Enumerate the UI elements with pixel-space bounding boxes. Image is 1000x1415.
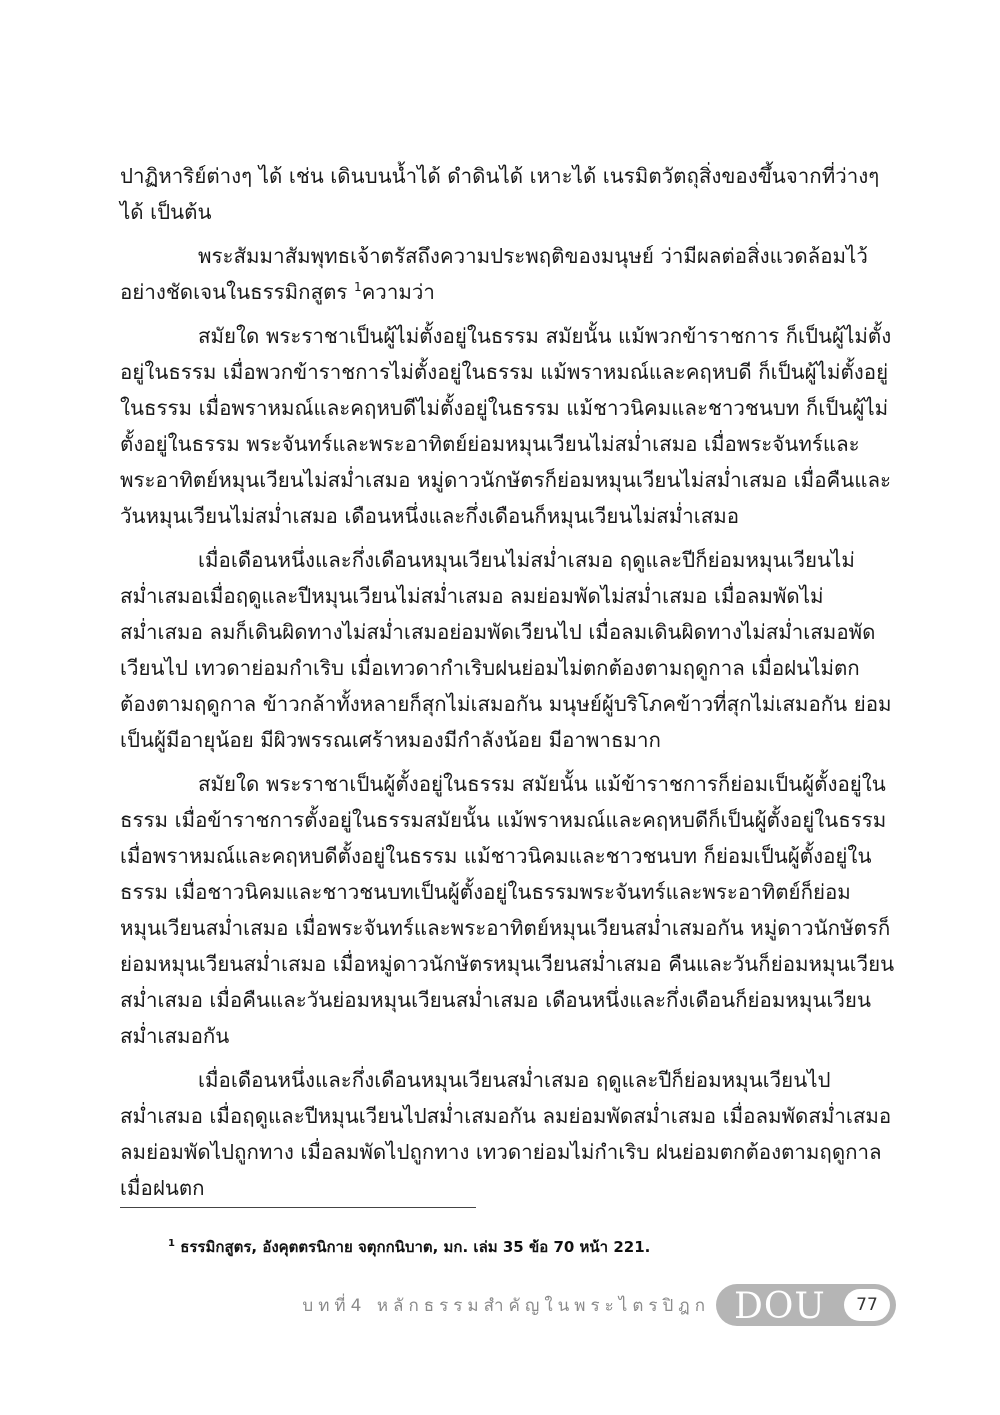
page-number: 77 (844, 1289, 890, 1321)
paragraph-6: เมื่อเดือนหนึ่งและกึ่งเดือนหมุนเวียนสม่ำเสมอ ฤดูและปีก็ย่อมหมุนเวียนไปสม่ำเสมอ เมื่อฤดูและปีหมุนเวียนไปสม่ำเสมอกัน ลมย่อมพัดสม่ำเสมอ เมื่อลมพัดสม่ำเสมอ ลมย่อมพัดไปถูกทาง เมื่อลมพัดไปถูกทาง เทวดาย่อมไม่กำเริบ ฝนย่อมตกต้องตามฤดูกาล เมื่อฝนตก (120, 1068, 892, 1200)
page-footer (0, 1282, 1000, 1332)
dou-badge (716, 1284, 896, 1326)
paragraph-4: เมื่อเดือนหนึ่งและกึ่งเดือนหมุนเวียนไม่สม่ำเสมอ ฤดูและปีก็ย่อมหมุนเวียนไม่สม่ำเสมอเมื่อฤดูและปีหมุนเวียนไม่สม่ำเสมอ ลมย่อมพัดไม่สม่ำเสมอ เมื่อลมพัดไม่สม่ำเสมอ ลมก็เดินผิดทางไม่สม่ำเสมอย่อมพัดเวียนไป เมื่อลมเดินผิดทางไม่สม่ำเสมอพัดเวียนไป เทวดาย่อมกำเริบ เมื่อเทวดากำเริบฝนย่อมไม่ตกต้องตามฤดูกาล เมื่อฝนไม่ตกต้องตามฤดูกาล ข้าวกล้าทั้งหลายก็สุกไม่เสมอกัน มนุษย์ผู้บริโภคข้าวที่สุกไม่เสมอกัน ย่อมเป็นผู้มีอายุน้อย มีผิวพรรณเศร้าหมองมีกำลังน้อย มีอาพาธมาก (120, 548, 892, 752)
footnote-reference: 1 (353, 280, 362, 295)
paragraph-2 (120, 238, 895, 310)
footnote-text: ธรรมิกสูตร, อังคุตตรนิกาย จตุกกนิบาต, มก. เล่ม 35 ข้อ 70 หน้า 221. (180, 1238, 651, 1256)
footnote-marker: 1 (168, 1238, 175, 1249)
footnote-divider (120, 1207, 476, 1208)
paragraph-2-text: พระสัมมาสัมพุทธเจ้าตรัสถึงความประพฤติของมนุษย์ ว่ามีผลต่อสิ่งแวดล้อมไว้อย่างชัดเจนในธรรมิกสูตร (120, 244, 868, 304)
paragraph-1: ปาฏิหาริย์ต่างๆ ได้ เช่น เดินบนน้ำได้ ดำดินได้ เหาะได้ เนรมิตวัตถุสิ่งของขึ้นจากที่ว่างๆ ได้ เป็นต้น (120, 164, 880, 224)
paragraph-5: สมัยใด พระราชาเป็นผู้ตั้งอยู่ในธรรม สมัยนั้น แม้ข้าราชการก็ย่อมเป็นผู้ตั้งอยู่ในธรรม เมื่อข้าราชการตั้งอยู่ในธรรมสมัยนั้น แม้พราหมณ์และคฤหบดีก็เป็นผู้ตั้งอยู่ในธรรม เมื่อพราหมณ์และคฤหบดีตั้งอยู่ในธรรม แม้ชาวนิคมและชาวชนบท ก็ย่อมเป็นผู้ตั้งอยู่ในธรรม เมื่อชาวนิคมและชาวชนบทเป็นผู้ตั้งอยู่ในธรรมพระจันทร์และพระอาทิตย์ก็ย่อมหมุนเวียนสม่ำเสมอ เมื่อพระจันทร์และพระอาทิตย์หมุนเวียนสม่ำเสมอกัน หมู่ดาวนักษัตรก็ย่อมหมุนเวียนสม่ำเสมอ เมื่อหมู่ดาวนักษัตรหมุนเวียนสม่ำเสมอ คืนและวันก็ย่อมหมุนเวียนสม่ำเสมอ เมื่อคืนและวันย่อมหมุนเวียนสม่ำเสมอ เดือนหนึ่งและกึ่งเดือนก็ย่อมหมุนเวียนสม่ำเสมอกัน (120, 772, 895, 1048)
body-text (120, 158, 895, 1214)
paragraph-2-end: ความว่า (361, 280, 435, 304)
dou-logo: DOU (734, 1286, 826, 1327)
chapter-title: บทที่4 หลักธรรมสำคัญในพระไตรปิฎก (302, 1296, 710, 1316)
paragraph-3: สมัยใด พระราชาเป็นผู้ไม่ตั้งอยู่ในธรรม สมัยนั้น แม้พวกข้าราชการ ก็เป็นผู้ไม่ตั้งอยู่ในธรรม เมื่อพวกข้าราชการไม่ตั้งอยู่ในธรรม แม้พราหมณ์และคฤหบดี ก็เป็นผู้ไม่ตั้งอยู่ในธรรม เมื่อพราหมณ์และคฤหบดีไม่ตั้งอยู่ในธรรม แม้ชาวนิคมและชาวชนบท ก็เป็นผู้ไม่ตั้งอยู่ในธรรม พระจันทร์และพระอาทิตย์ย่อมหมุนเวียนไม่สม่ำเสมอ เมื่อพระจันทร์และพระอาทิตย์หมุนเวียนไม่สม่ำเสมอ หมู่ดาวนักษัตรก็ย่อมหมุนเวียนไม่สม่ำเสมอ เมื่อคืนและวันหมุนเวียนไม่สม่ำเสมอ เดือนหนึ่งและกึ่งเดือนก็หมุนเวียนไม่สม่ำเสมอ (120, 324, 892, 528)
footnote (168, 1235, 650, 1259)
